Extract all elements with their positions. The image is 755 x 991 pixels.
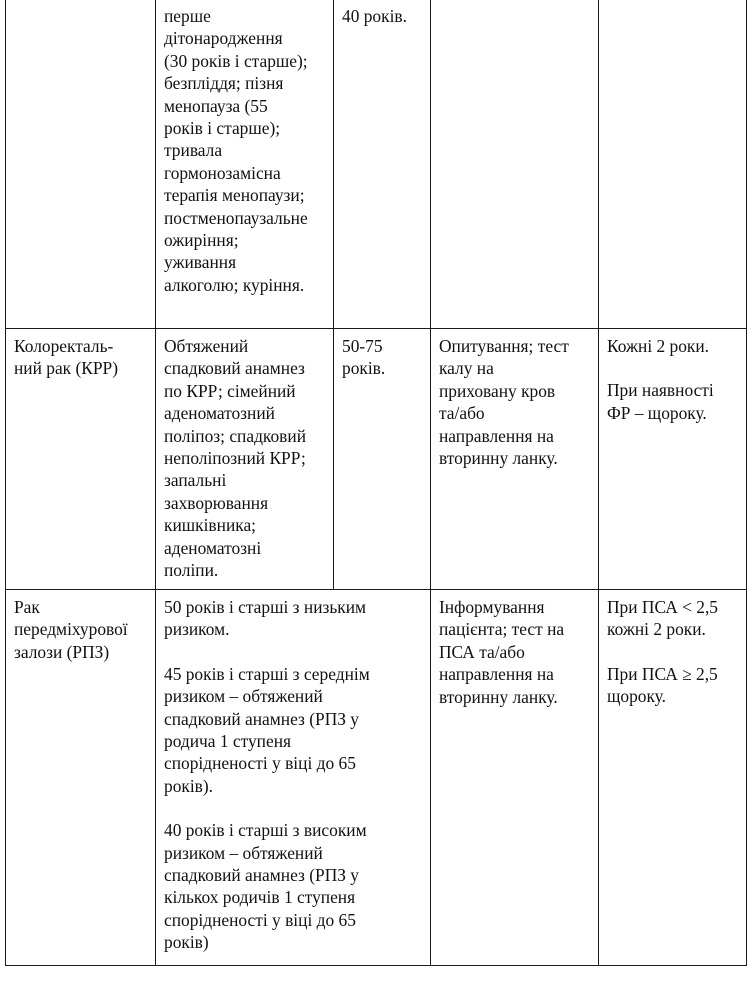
age-risk-paragraph: 40 років і старші з високим ризиком – обтяжений спадковий анамнез (РПЗ у кількох родичів 1 ступеня спорідненості у віці до 65 років) — [164, 820, 367, 953]
cell-age-risk — [156, 590, 431, 966]
table-row-prostate — [6, 590, 747, 966]
cell-frequency — [599, 0, 747, 329]
cell-frequency — [599, 590, 747, 966]
cell-frequency — [599, 329, 747, 590]
cell-method: Опитування; тест калу на приховану кров та/або направлення на вторинну ланку. — [431, 329, 599, 590]
cell-age: 40 років. — [334, 0, 431, 329]
frequency-paragraph: При ПСА < 2,5 кожні 2 роки. — [607, 597, 719, 640]
age-risk-paragraph: 50 років і старші з низьким ризиком. — [164, 597, 367, 640]
age-risk-paragraph: 45 років і старші з середнім ризиком – обтяжений спадковий анамнез (РПЗ у родича 1 ступеня спорідненості у віці до 65 років). — [164, 663, 370, 796]
cell-risk-factors: перше дітонародження (30 років і старше); безпліддя; пізня менопауза (55 років і старше); тривала гормонозамісна терапія менопаузи; постменопаузальне ожиріння; уживання алкоголю; куріння. — [156, 0, 334, 329]
frequency-paragraph: Кожні 2 роки. — [607, 336, 710, 356]
cell-disease: Рак передміхурової залози (РПЗ) — [6, 590, 156, 966]
table-row-colorectal — [6, 329, 747, 590]
frequency-paragraph: При наявності ФР – щороку. — [607, 380, 714, 423]
cell-disease — [6, 0, 156, 329]
cell-method — [431, 0, 599, 329]
screening-table — [5, 0, 747, 966]
frequency-paragraph: При ПСА ≥ 2,5 щороку. — [607, 663, 718, 707]
cell-method: Інформування пацієнта; тест на ПСА та/або направлення на вторинну ланку. — [431, 590, 599, 966]
cell-age: 50-75 років. — [334, 329, 431, 590]
cell-risk-factors: Обтяжений спадковий анамнез по КРР; сімейний аденоматозний поліпоз; спадковий неполіпозний КРР; запальні захворювання кишківника; аденоматозні поліпи. — [156, 329, 334, 590]
cell-disease: Колоректаль- ний рак (КРР) — [6, 329, 156, 590]
table-row-continued — [6, 0, 747, 329]
